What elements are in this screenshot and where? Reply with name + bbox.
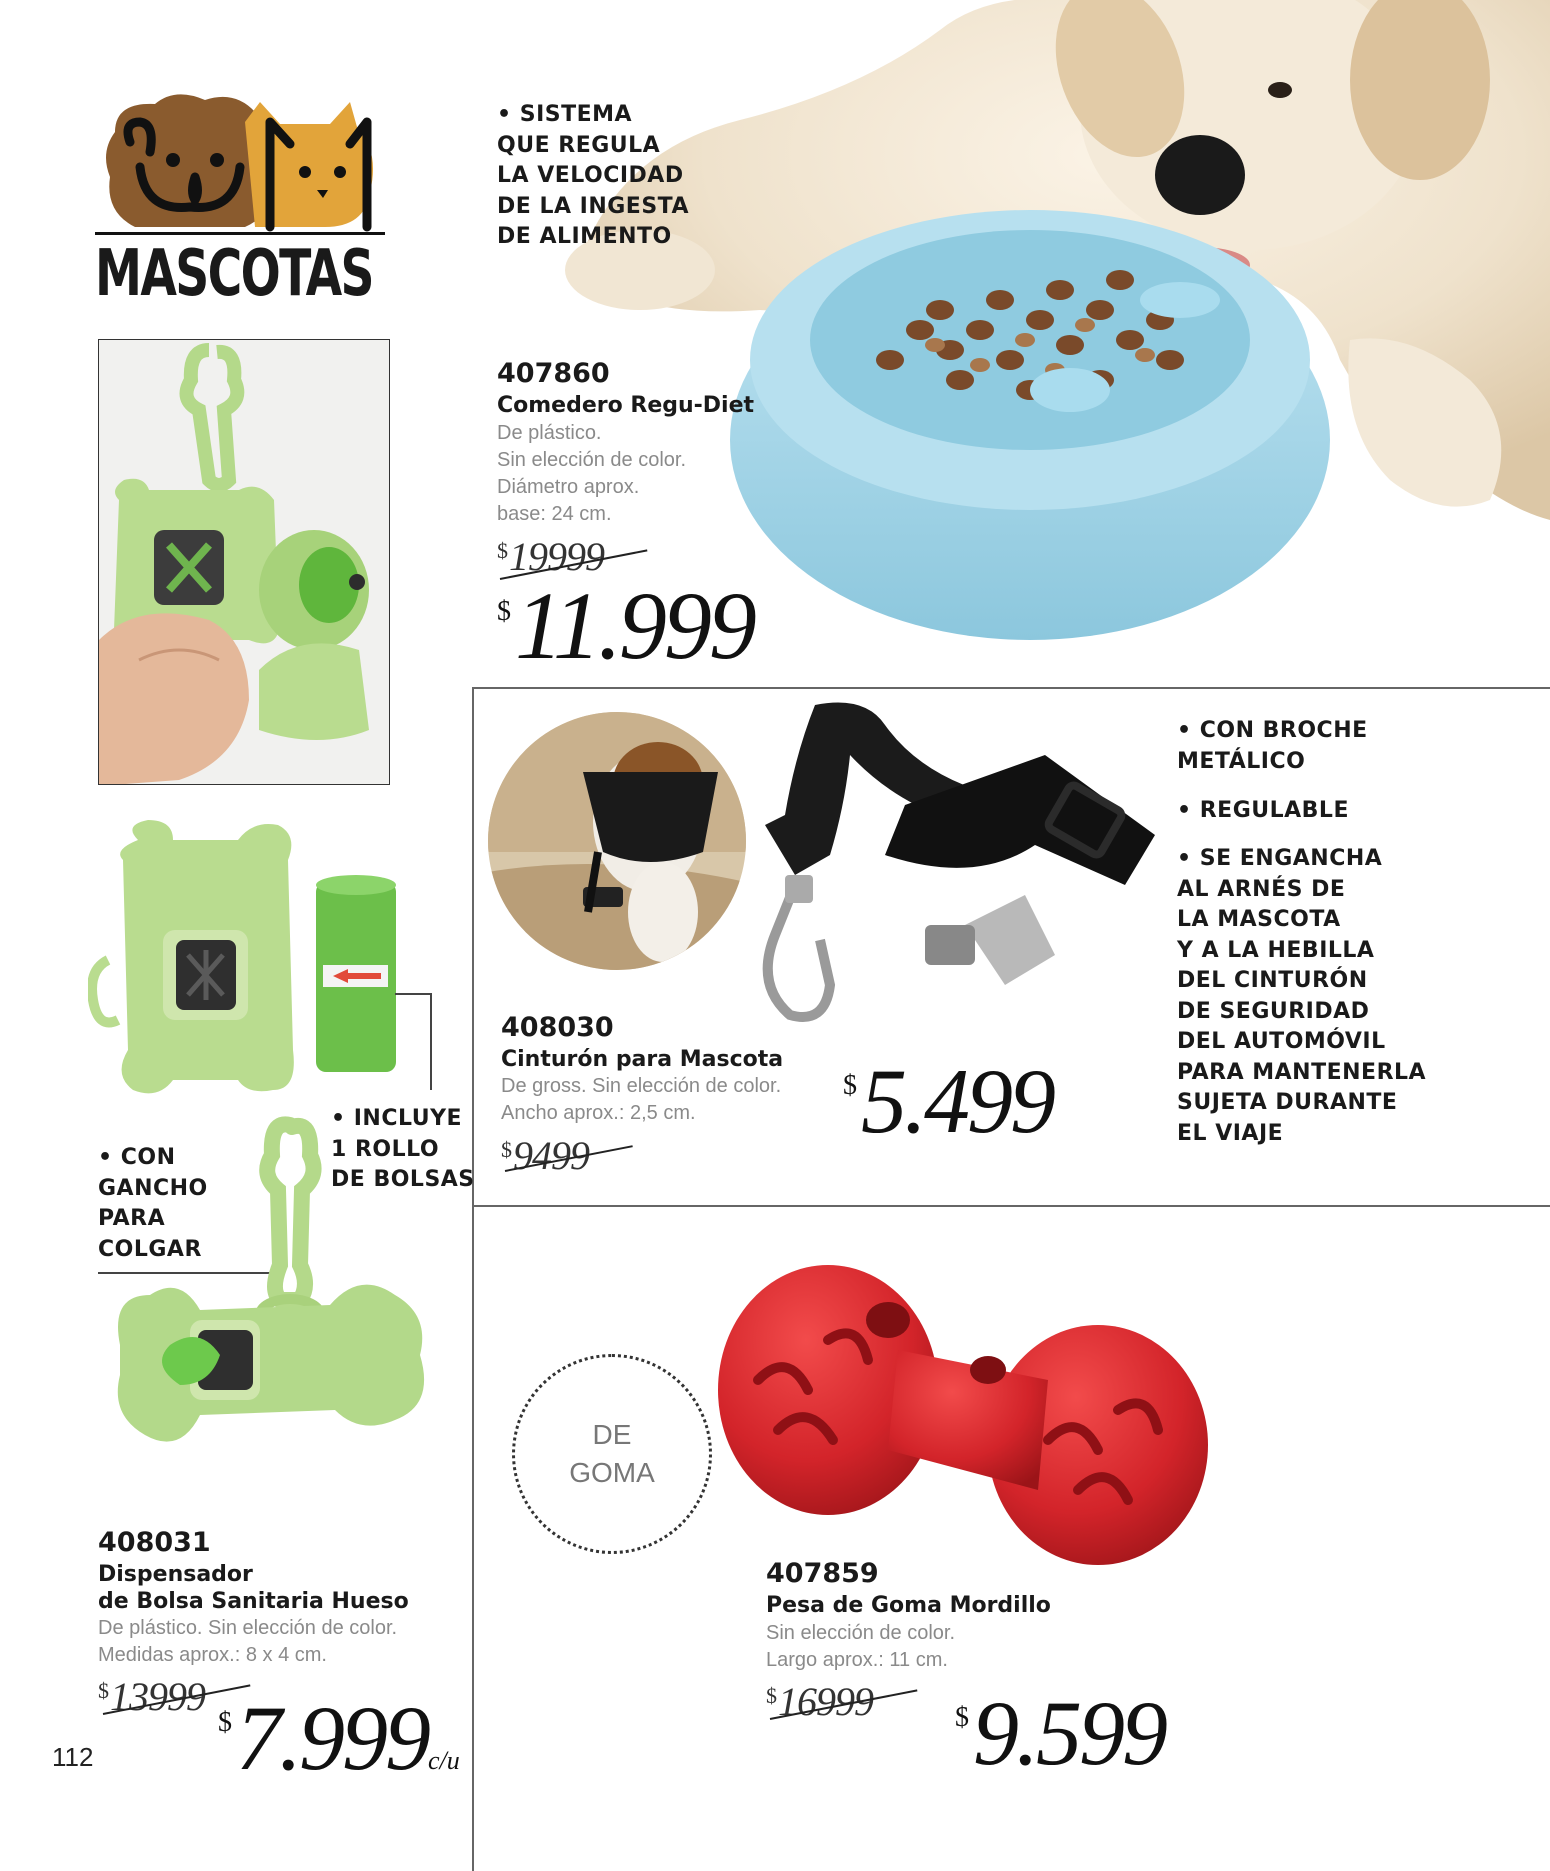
vertical-divider xyxy=(472,688,474,1871)
bowl-code: 407860 xyxy=(497,358,610,389)
callout-line-roll xyxy=(395,993,431,995)
bowl-feature: • SISTEMA QUE REGULA LA VELOCIDAD DE LA INGESTA DE ALIMENTO xyxy=(497,102,690,249)
dog-in-car-photo xyxy=(488,712,746,970)
dumbbell-name: Pesa de Goma Mordillo xyxy=(766,1593,1051,1618)
seatbelt-name: Cinturón para Mascota xyxy=(501,1047,784,1072)
dispenser-feature-hook: • CON GANCHO PARA COLGAR xyxy=(98,1145,208,1262)
seatbelt-feature-2: • REGULABLE xyxy=(1177,798,1349,823)
bowl-old-price: $19999 xyxy=(497,534,604,579)
dumbbell-photo xyxy=(718,1260,1208,1570)
seatbelt-photo xyxy=(735,695,1155,1035)
page-number: 112 xyxy=(52,1742,94,1772)
dumbbell-code: 407859 xyxy=(766,1558,879,1589)
dispenser-with-roll-photo xyxy=(88,820,418,1110)
divider-top xyxy=(472,687,1550,689)
divider-middle xyxy=(472,1205,1550,1207)
bowl-description: De plástico. Sin elección de color. Diámetro aprox. base: 24 cm. xyxy=(497,422,687,525)
dispenser-feature-roll: • INCLUYE 1 ROLLO DE BOLSAS xyxy=(331,1106,475,1192)
seatbelt-old-price: $9499 xyxy=(501,1133,589,1178)
dispenser-description: De plástico. Sin elección de color. Medidas aprox.: 8 x 4 cm. xyxy=(98,1617,398,1666)
bowl-name: Comedero Regu-Diet xyxy=(497,393,755,418)
rubber-badge-text: DE GOMA xyxy=(569,1419,655,1488)
dispenser-name: Dispensador de Bolsa Sanitaria Hueso xyxy=(98,1562,409,1614)
category-title: MASCOTAS xyxy=(95,237,373,311)
dumbbell-new-price: $9.599 xyxy=(955,1682,1165,1784)
dispenser-code: 408031 xyxy=(98,1527,211,1558)
dispenser-bone-photo xyxy=(110,1115,440,1475)
dumbbell-description: Sin elección de color. Largo aprox.: 11 cm. xyxy=(766,1622,956,1671)
mascotas-logo xyxy=(95,82,395,322)
dispenser-old-price: $13999 xyxy=(98,1674,205,1719)
dumbbell-old-price: $16999 xyxy=(766,1679,873,1724)
seatbelt-code: 408030 xyxy=(501,1012,614,1043)
seatbelt-feature-3: • SE ENGANCHA AL ARNÉS DE LA MASCOTA Y A LA HEBILLA DEL CINTURÓN DE SEGURIDAD DEL AUTOMÓVIL PARA MANTENERLA SUJETA DURANTE EL VIAJE xyxy=(1177,846,1427,1146)
bowl-new-price: $11.999 xyxy=(497,572,754,679)
seatbelt-feature-1: • CON BROCHE METÁLICO xyxy=(1177,718,1368,774)
dispenser-unit: c/u xyxy=(428,1746,460,1775)
callout-line-roll-v xyxy=(430,993,432,1090)
rubber-badge xyxy=(512,1354,712,1554)
dispenser-in-hand-photo xyxy=(98,339,390,785)
dispenser-new-price: $7.999c/u xyxy=(218,1687,460,1789)
seatbelt-description: De gross. Sin elección de color. Ancho aprox.: 2,5 cm. xyxy=(501,1075,782,1124)
dog-cat-logo-icon xyxy=(95,82,395,232)
seatbelt-new-price: $5.499 xyxy=(843,1050,1053,1152)
